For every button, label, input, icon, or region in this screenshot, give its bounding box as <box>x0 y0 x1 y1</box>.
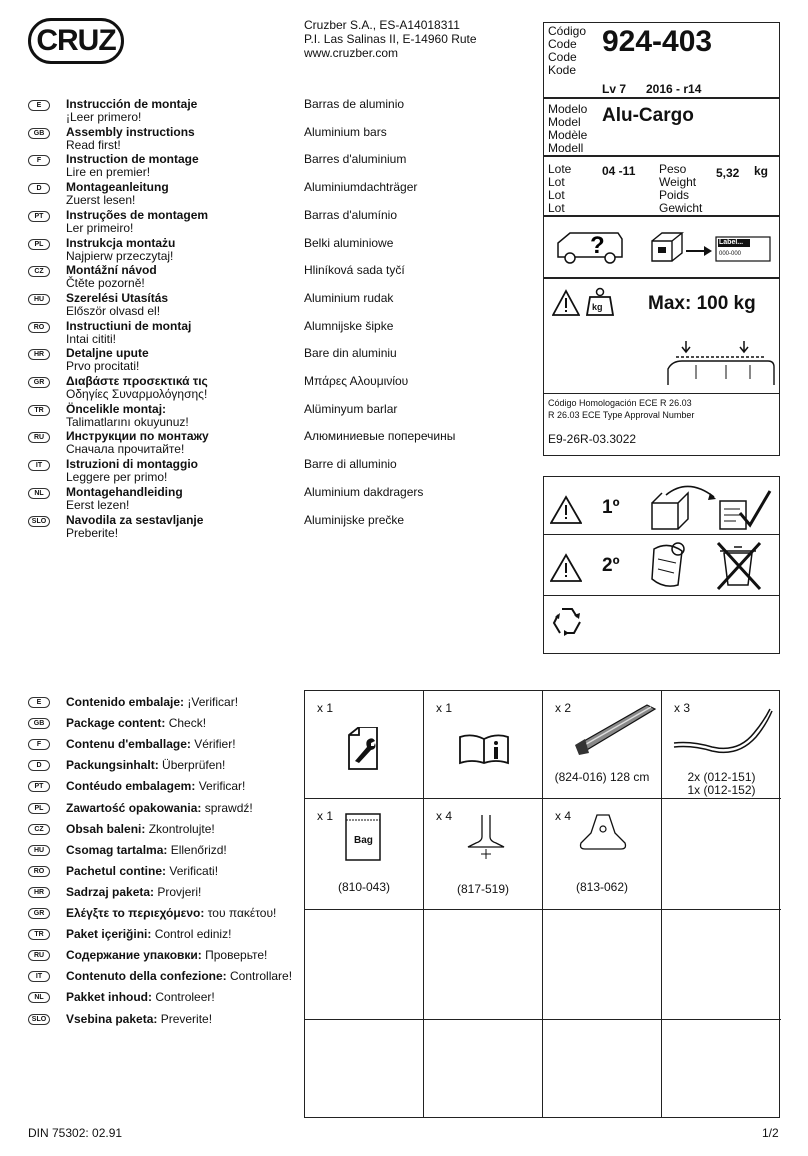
part-cell <box>543 799 662 910</box>
instruction-subtitle: Сначала прочитайте! <box>66 442 185 456</box>
package-content-label: Packungsinhalt: <box>66 758 159 772</box>
instruction-subtitle: Ler primeiro! <box>66 221 134 235</box>
divider <box>544 534 779 535</box>
model-box <box>543 98 780 156</box>
divider <box>544 595 779 596</box>
language-code-badge: CZ <box>28 824 50 835</box>
steps-box <box>543 476 780 654</box>
weight-icon-label: kg <box>592 302 603 312</box>
part-cell <box>662 691 781 799</box>
instruction-subtitle: Read first! <box>66 138 121 152</box>
lot-box <box>543 156 780 216</box>
product-name-translation: Bare din aluminiu <box>304 346 397 360</box>
part-cell <box>543 1020 662 1117</box>
package-content-label: Contéudo embalagem: <box>66 779 196 793</box>
package-content-row <box>28 989 308 1007</box>
package-content-action: Überprüfen! <box>158 758 226 772</box>
package-content-text <box>66 778 245 794</box>
package-content-action: Проверьте! <box>201 948 268 962</box>
svg-text:?: ? <box>590 232 605 259</box>
language-code-badge: GR <box>28 377 50 388</box>
instruction-title: Instruction de montage <box>66 152 199 166</box>
instruction-row <box>28 292 298 320</box>
instruction-row <box>28 209 298 237</box>
part-cell <box>662 799 781 910</box>
package-content-action: Preverite! <box>157 1012 213 1026</box>
language-code-badge: GR <box>28 908 50 919</box>
company-address <box>304 18 477 60</box>
language-code-badge: GB <box>28 128 50 139</box>
aluminium-bar-icon <box>573 699 657 757</box>
language-code-badge: F <box>28 739 50 750</box>
language-code-badge: D <box>28 760 50 771</box>
instruction-row <box>28 237 298 265</box>
language-code-badge: TR <box>28 405 50 416</box>
bag-label: Bag <box>354 835 373 846</box>
package-content-label: Zawartość opakowania: <box>66 801 202 815</box>
language-code-badge: RU <box>28 950 50 961</box>
package-content-text <box>66 757 225 773</box>
package-content-text <box>66 842 227 858</box>
product-name-translation: Barres d'aluminium <box>304 152 407 166</box>
product-name-translation: Aluminium dakdragers <box>304 485 424 499</box>
package-content-label: Contenido embalaje: <box>66 695 185 709</box>
package-content-action: Check! <box>165 716 207 730</box>
package-content-text <box>66 800 253 816</box>
company-website: www.cruzber.com <box>304 46 399 60</box>
language-code-badge: PT <box>28 211 50 222</box>
divider <box>544 393 779 394</box>
package-content-action: Control ediniz! <box>151 927 232 941</box>
package-content-text <box>66 926 231 942</box>
part-cell <box>424 1020 543 1117</box>
package-content-label: Содержание упаковки: <box>66 948 202 962</box>
part-ref: (817-519) <box>456 882 510 896</box>
product-code: 924-403 <box>602 25 713 58</box>
package-content-row <box>28 778 308 796</box>
package-content-row <box>28 926 308 944</box>
product-name-translation: Alumnijske šipke <box>304 319 394 333</box>
language-code-badge: HR <box>28 349 50 360</box>
language-code-badge: E <box>28 100 50 111</box>
part-qty: x 4 <box>436 809 453 823</box>
package-content-row <box>28 884 308 902</box>
instruction-row <box>28 375 298 403</box>
instruction-title: Detaljne upute <box>66 346 149 360</box>
max-load: Max: 100 kg <box>648 293 756 314</box>
level: Lv 7 <box>602 82 627 96</box>
homologation-code: E9-26R-03.3022 <box>548 432 637 446</box>
language-code-badge: F <box>28 155 50 166</box>
instruction-subtitle: Lire en premier! <box>66 165 151 179</box>
language-code-badge: CZ <box>28 266 50 277</box>
instruction-row <box>28 98 298 126</box>
package-content-label: Csomag tartalma: <box>66 843 168 857</box>
box-to-label-icon <box>644 229 774 269</box>
code-box <box>543 22 780 98</box>
language-code-badge: NL <box>28 488 50 499</box>
part-ref: (813-062) <box>575 880 629 894</box>
part-cell <box>305 691 424 799</box>
instruction-subtitle: Οδηγίες Συναρμολόγησης! <box>66 387 208 401</box>
package-content-label: Ελέγξτε το περιεχόμενο: <box>66 906 205 920</box>
part-qty: x 1 <box>436 701 453 715</box>
package-content-action: Verificati! <box>166 864 219 878</box>
instruction-row <box>28 430 298 458</box>
package-content-text <box>66 736 236 752</box>
instruction-row <box>28 264 298 292</box>
language-code-badge: PL <box>28 803 50 814</box>
product-name-translation: Aluminiumdachträger <box>304 180 418 194</box>
part-qty: x 4 <box>555 809 572 823</box>
model-name: Alu-Cargo <box>602 105 694 126</box>
product-name-translation: Aluminium bars <box>304 125 387 139</box>
din-standard: DIN 75302: 02.91 <box>28 1126 123 1140</box>
package-content-action: ¡Verificar! <box>184 695 239 709</box>
revision-date: 2016 - r14 <box>646 82 702 96</box>
language-code-badge: PT <box>28 781 50 792</box>
recycle-icon <box>550 605 584 641</box>
package-content-action: Provjeri! <box>154 885 202 899</box>
warning-icon <box>552 289 580 317</box>
language-code-badge: GB <box>28 718 50 729</box>
package-content-row <box>28 947 308 965</box>
package-content-text <box>66 715 206 731</box>
package-content-text <box>66 1011 212 1027</box>
language-code-badge: IT <box>28 971 50 982</box>
package-content-row <box>28 863 308 881</box>
tool-instructions-icon <box>345 727 381 771</box>
product-name-translation: Aluminijske prečke <box>304 513 405 527</box>
language-code-badge: SLO <box>28 1014 50 1025</box>
product-name-translation: Алюминиевые поперечины <box>304 429 456 443</box>
van-question-icon <box>554 227 626 267</box>
package-content-row <box>28 694 308 712</box>
instruction-title: Διαβάστε προσεκτικά τις <box>66 374 208 388</box>
package-content-label: Obsah baleni: <box>66 822 146 836</box>
part-cell <box>424 691 543 799</box>
instruction-subtitle: Preberite! <box>66 526 119 540</box>
lot-labels: Lote Lot Lot Lot <box>548 162 572 215</box>
manual-info-icon <box>458 733 510 765</box>
part-cell <box>305 799 424 910</box>
homologation-line1: Código Homologación ECE R 26.03 <box>548 398 692 408</box>
instruction-row <box>28 458 298 486</box>
part-ref: 1x (012-152) <box>687 783 756 797</box>
instruction-row <box>28 347 298 375</box>
package-content-label: Contenuto della confezione: <box>66 969 227 983</box>
product-name-translation: Barras de aluminio <box>304 97 405 111</box>
part-qty: x 3 <box>674 701 691 715</box>
instruction-subtitle: ¡Leer primero! <box>66 110 142 124</box>
language-code-badge: NL <box>28 992 50 1003</box>
lot-number: 04 -11 <box>602 164 636 178</box>
package-content-text <box>66 863 218 879</box>
package-content-action: Zkontrolujte! <box>145 822 215 836</box>
language-code-badge: IT <box>28 460 50 471</box>
product-name-translation: Barras d'alumínio <box>304 208 397 222</box>
code-labels: Código Code Code Kode <box>548 24 587 77</box>
instruction-title: Инструкции по монтажу <box>66 429 209 443</box>
language-code-badge: TR <box>28 929 50 940</box>
open-box-check-icon <box>648 483 774 533</box>
part-cell <box>305 910 424 1020</box>
part-qty: x 1 <box>317 701 334 715</box>
package-content-row <box>28 715 308 733</box>
label-text: Label... <box>719 239 744 246</box>
part-cell <box>424 910 543 1020</box>
roof-rack-car-icon <box>664 335 776 385</box>
part-cell <box>543 691 662 799</box>
instruction-title: Instruções de montagem <box>66 208 209 222</box>
clamp-foot-icon <box>577 813 629 853</box>
part-ref: 2x (012-151) <box>687 770 756 784</box>
package-content-action: Verificar! <box>195 779 246 793</box>
package-content-action: του πακέτου! <box>204 906 277 920</box>
package-content-label: Pachetul contine: <box>66 864 167 878</box>
weight-labels: Peso Weight Poids Gewicht <box>659 162 703 215</box>
instruction-subtitle: Eerst lezen! <box>66 498 130 512</box>
package-content-row <box>28 1011 308 1029</box>
language-code-badge: HU <box>28 845 50 856</box>
instruction-title: Montageanleitung <box>66 180 169 194</box>
instruction-subtitle: Talimatlarını okuyunuz! <box>66 415 189 429</box>
package-content-action: Ellenőrizd! <box>167 843 227 857</box>
part-cell <box>543 910 662 1020</box>
package-content-text <box>66 947 267 963</box>
instruction-row <box>28 403 298 431</box>
package-content-row <box>28 968 308 986</box>
product-name-translation: Alüminyum barlar <box>304 402 398 416</box>
instruction-title: Szerelési Utasítás <box>66 291 169 305</box>
rubber-strip-icon <box>672 707 776 755</box>
step2-label: 2º <box>602 555 620 576</box>
instruction-title: Istruzioni di montaggio <box>66 457 198 471</box>
instruction-title: Montážní návod <box>66 263 157 277</box>
instruction-subtitle: Zuerst lesen! <box>66 193 136 207</box>
package-content-label: Vsebina paketa: <box>66 1012 158 1026</box>
label-number: 000-000 <box>719 251 742 257</box>
instruction-title: Instrucción de montaje <box>66 97 198 111</box>
instruction-subtitle: Najpierw przeczytaj! <box>66 249 174 263</box>
part-ref: (810-043) <box>337 880 391 894</box>
package-content-label: Package content: <box>66 716 166 730</box>
language-code-badge: E <box>28 697 50 708</box>
instruction-row <box>28 486 298 514</box>
instruction-title: Instrukcja montażu <box>66 236 176 250</box>
product-name-translation: Aluminium rudak <box>304 291 394 305</box>
package-content-text <box>66 989 215 1005</box>
parts-grid <box>304 690 780 1118</box>
company-street: P.I. Las Salinas II, E-14960 Rute <box>304 32 477 46</box>
package-content-row <box>28 800 308 818</box>
instruction-row <box>28 126 298 154</box>
part-ref: (824-016) 128 cm <box>554 770 650 784</box>
package-content-label: Paket içeriğini: <box>66 927 152 941</box>
language-code-badge: PL <box>28 239 50 250</box>
package-content-label: Sadrzaj paketa: <box>66 885 155 899</box>
package-content-row <box>28 736 308 754</box>
instruction-title: Montagehandleiding <box>66 485 183 499</box>
part-cell <box>305 1020 424 1117</box>
package-content-text <box>66 968 292 984</box>
label-lookup-box <box>543 216 780 278</box>
instruction-title: Öncelikle montaj: <box>66 402 167 416</box>
language-code-badge: RU <box>28 432 50 443</box>
instruction-subtitle: Először olvasd el! <box>66 304 161 318</box>
weight-value: 5,32 <box>716 166 740 180</box>
package-content-label: Contenu d'emballage: <box>66 737 191 751</box>
package-content-action: Controleer! <box>152 990 215 1004</box>
package-content-action: sprawdź! <box>201 801 253 815</box>
part-cell <box>662 910 781 1020</box>
cruz-logo: CRUZ <box>28 18 124 64</box>
instruction-row <box>28 153 298 181</box>
instruction-subtitle: Intai cititi! <box>66 332 117 346</box>
package-content-row <box>28 821 308 839</box>
part-cell <box>662 1020 781 1117</box>
max-load-box <box>543 278 780 456</box>
package-content-action: Controllare! <box>226 969 293 983</box>
warning-icon-step2 <box>550 553 582 583</box>
step1-label: 1º <box>602 497 620 518</box>
part-qty: x 1 <box>317 809 334 823</box>
package-content-label: Pakket inhoud: <box>66 990 153 1004</box>
language-code-badge: HR <box>28 887 50 898</box>
t-bolt-icon <box>462 811 510 861</box>
instruction-subtitle: Čtěte pozorně! <box>66 276 145 290</box>
instruction-row <box>28 181 298 209</box>
product-name-translation: Μπάρες Αλουμινίου <box>304 374 409 388</box>
language-code-badge: RO <box>28 866 50 877</box>
warning-icon-step1 <box>550 495 582 525</box>
homologation-line2: R 26.03 ECE Type Approval Number <box>548 410 695 420</box>
part-qty: x 2 <box>555 701 572 715</box>
company-name: Cruzber S.A., ES-A14018311 <box>304 18 460 32</box>
package-content-text <box>66 694 238 710</box>
product-name-translation: Barre di alluminio <box>304 457 397 471</box>
weight-unit: kg <box>754 164 769 178</box>
model-labels: Modelo Model Modèle Modell <box>548 102 588 155</box>
package-content-text <box>66 821 215 837</box>
instruction-subtitle: Prvo procitati! <box>66 359 140 373</box>
instruction-title: Navodila za sestavljanje <box>66 513 204 527</box>
package-content-row <box>28 757 308 775</box>
page-number: 1/2 <box>762 1126 779 1140</box>
language-code-badge: RO <box>28 322 50 333</box>
language-code-badge: SLO <box>28 516 50 527</box>
package-content-row <box>28 842 308 860</box>
instruction-row <box>28 320 298 348</box>
package-content-text <box>66 884 201 900</box>
product-name-translation: Belki aluminiowe <box>304 236 394 250</box>
part-cell <box>424 799 543 910</box>
package-content-row <box>28 905 308 923</box>
instruction-title: Instructiuni de montaj <box>66 319 192 333</box>
product-name-translation: Hliníková sada tyčí <box>304 263 405 277</box>
language-code-badge: D <box>28 183 50 194</box>
no-trash-icon <box>648 539 774 591</box>
instruction-subtitle: Leggere per primo! <box>66 470 168 484</box>
instruction-title: Assembly instructions <box>66 125 195 139</box>
instruction-row <box>28 514 298 542</box>
language-code-badge: HU <box>28 294 50 305</box>
package-content-action: Vérifier! <box>190 737 236 751</box>
package-content-text <box>66 905 276 921</box>
